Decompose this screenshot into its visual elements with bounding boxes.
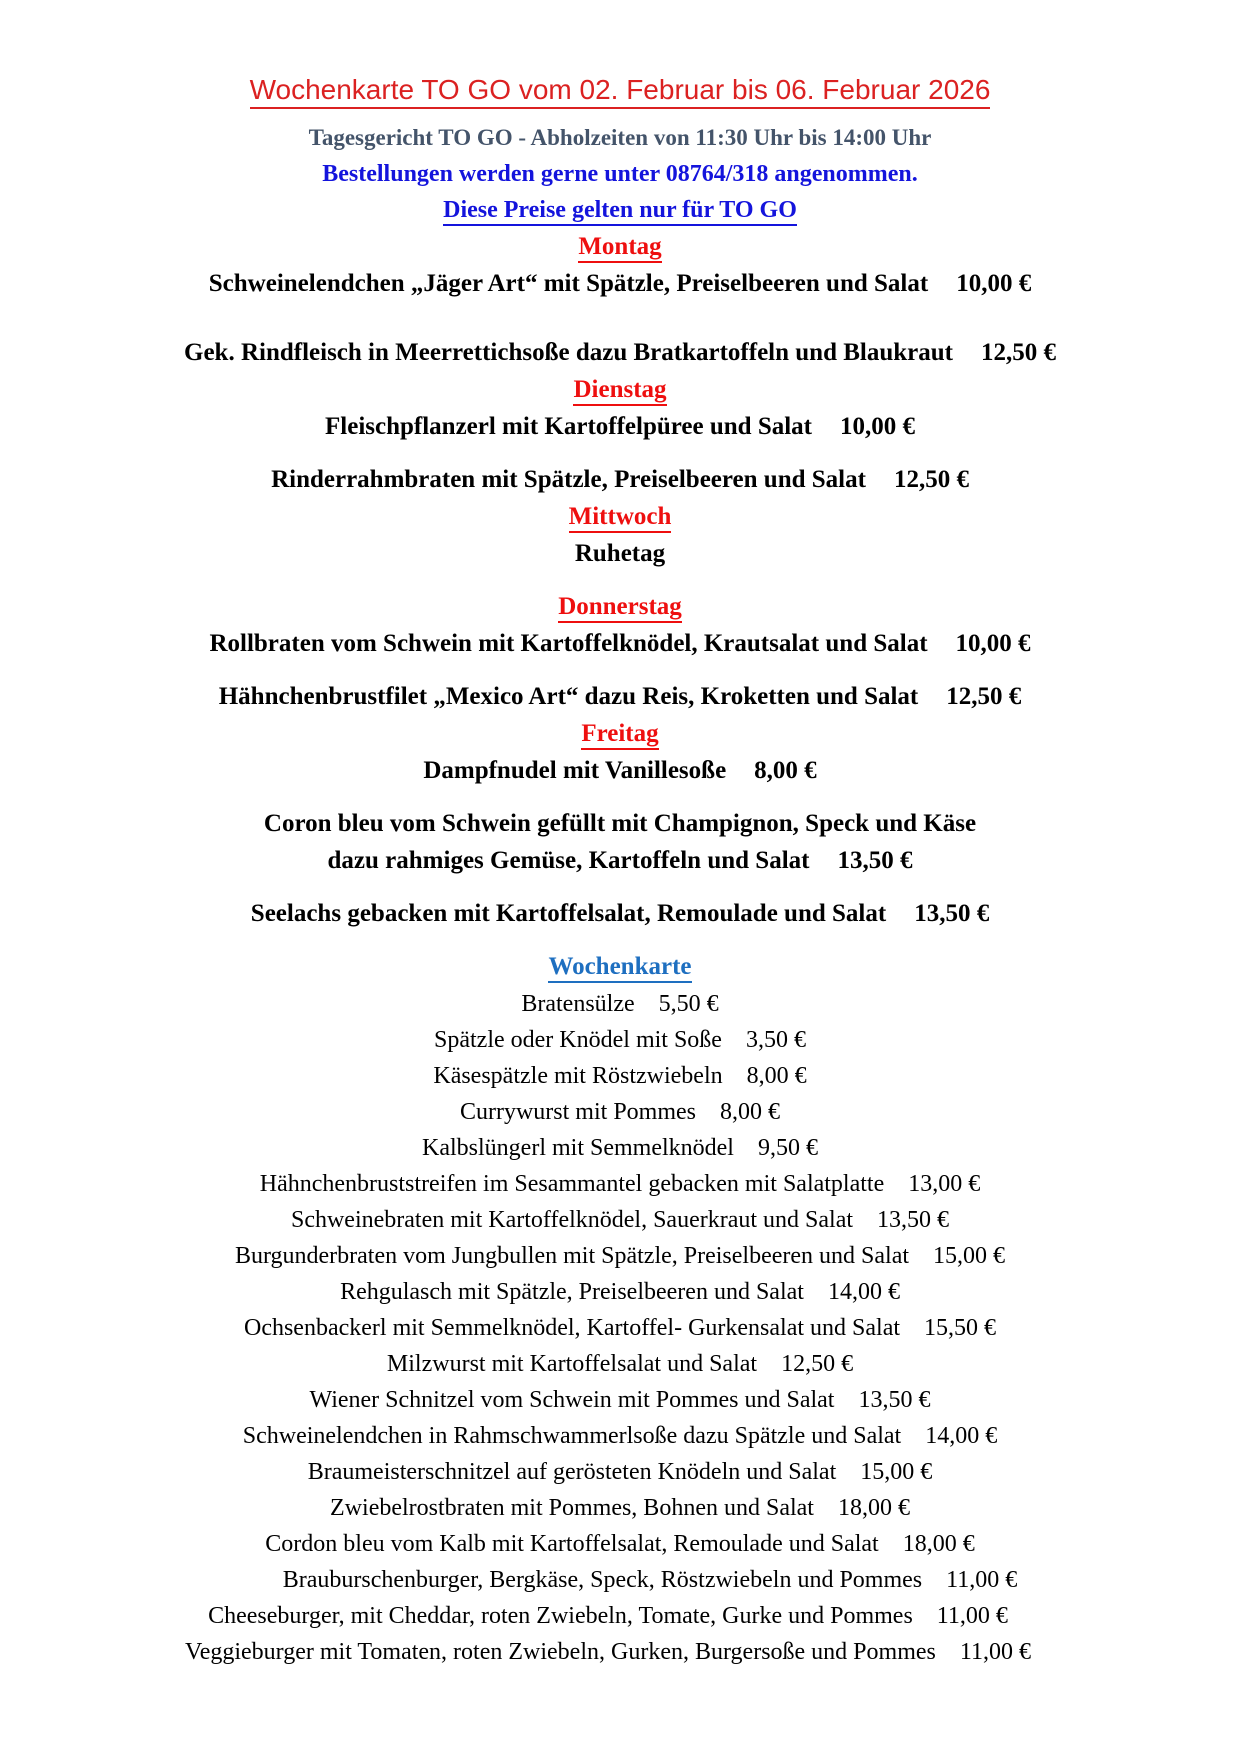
menu-item-text: Coron bleu vom Schwein gefüllt mit Champignon, Speck und Käse [263,810,977,837]
menu-item-price: 11,00 € [959,1639,1031,1665]
weekly-menu-item [40,1022,1200,1058]
menu-item-text: Hähnchenbrustfilet „Mexico Art“ dazu Reis, Kroketten und Salat [218,683,919,710]
menu-item-text: Ochsenbackerl mit Semmelknödel, Kartoffel- Gurkensalat und Salat [243,1315,901,1341]
menu-item-text: Dampfnudel mit Vanillesoße [423,757,727,784]
menu-item-text: Seelachs gebacken mit Kartoffelsalat, Remoulade und Salat [250,900,887,927]
menu-item-price: 15,00 € [933,1243,1006,1269]
weekly-menu-item [40,1094,1200,1130]
menu-item-price: 12,50 € [946,683,1022,710]
daily-specials-list [40,228,1200,932]
menu-item-text: Gek. Rindfleisch in Meerrettichsoße dazu Bratkartoffeln und Blaukraut [184,339,953,366]
menu-item-text: Zwiebelrostbraten mit Pommes, Bohnen und Salat [330,1495,814,1521]
weekly-menu-item [28,1634,1188,1670]
day-heading-text: Montag [578,233,661,263]
weekly-menu-item [40,1166,1200,1202]
menu-item-text: Bratensülze [521,991,635,1017]
weekly-menu-item [40,1130,1200,1166]
menu-item-price: 8,00 € [746,1063,807,1089]
menu-item-price: 8,00 € [754,757,817,784]
daily-menu-item [40,842,1200,879]
weekly-menu-item [70,1562,1230,1598]
menu-item-text: Käsespätzle mit Röstzwiebeln [433,1063,723,1089]
menu-item-price: 9,50 € [757,1135,818,1161]
menu-item-price: 18,00 € [837,1495,910,1521]
day-heading-montag [40,228,1200,265]
spacer [40,789,1200,805]
day-heading-freitag [40,715,1200,752]
weekly-menu-item [40,1526,1200,1562]
menu-item-price: 12,50 € [893,466,969,493]
menu-item-price: 15,50 € [924,1315,997,1341]
pickup-times-line: Tagesgericht TO GO - Abholzeiten von 11:30 Uhr bis 14:00 Uhr [308,125,932,150]
weekly-menu-item [40,1238,1200,1274]
menu-item-price: 13,50 € [837,847,913,874]
weekly-menu-item [40,1346,1200,1382]
menu-item-text: Rehgulasch mit Spätzle, Preiselbeeren und Salat [340,1279,804,1305]
weekly-menu-item [40,1058,1200,1094]
menu-item-price: 15,00 € [860,1459,933,1485]
daily-menu-item [40,461,1200,498]
menu-item-text: Rollbraten vom Schwein mit Kartoffelknödel, Krautsalat und Salat [209,630,928,657]
daily-menu-item [40,678,1200,715]
menu-item-price: 10,00 € [840,413,915,440]
menu-item-text: dazu rahmiges Gemüse, Kartoffeln und Salat [327,847,810,874]
menu-item-price: 14,00 € [827,1279,900,1305]
day-heading-donnerstag [40,588,1200,625]
weekly-menu-item [40,986,1200,1022]
menu-item-text: Cordon bleu vom Kalb mit Kartoffelsalat, Remoulade und Salat [265,1531,879,1557]
menu-item-price: 13,00 € [908,1171,981,1197]
menu-item-text: Wiener Schnitzel vom Schwein mit Pommes und Salat [309,1387,835,1413]
menu-item-price: 10,00 € [955,630,1031,657]
menu-item-text: Hähnchenbruststreifen im Sesammantel gebacken mit Salatplatte [259,1171,885,1197]
menu-item-text: Schweinelendchen „Jäger Art“ mit Spätzle, Preiselbeeren und Salat [208,270,929,297]
weekly-card-list [40,986,1200,1670]
menu-item-price: 11,00 € [946,1567,1018,1593]
weekly-menu-item [40,1490,1200,1526]
daily-menu-item [40,265,1200,302]
day-heading-text: Dienstag [573,376,666,406]
menu-item-text: Veggieburger mit Tomaten, roten Zwiebeln, Gurken, Burgersoße und Pommes [185,1639,936,1665]
day-heading-mittwoch [40,498,1200,535]
order-phone-line: Bestellungen werden gerne unter 08764/318 angenommen. [322,161,918,187]
spacer [40,572,1200,588]
menu-item-price: 12,50 € [781,1351,854,1377]
menu-item-text: Brauburschenburger, Bergkäse, Speck, Röstzwiebeln und Pommes [282,1567,923,1593]
menu-item-price: 10,00 € [956,270,1032,297]
menu-item-text: Spätzle oder Knödel mit Soße [434,1027,722,1053]
weekly-menu-item [40,1310,1200,1346]
day-heading-dienstag [40,371,1200,408]
spacer [40,445,1200,461]
day-heading-text: Donnerstag [558,593,682,623]
menu-item-text: Fleischpflanzerl mit Kartoffelpüree und Salat [325,413,812,440]
weekly-card-heading [40,948,1200,986]
spacer [40,302,1200,334]
day-heading-text: Freitag [581,720,658,750]
togo-price-notice-text: Diese Preise gelten nur für TO GO [443,197,797,226]
daily-menu-item [40,408,1200,445]
weekly-menu-item [28,1598,1188,1634]
menu-item-price: 5,50 € [658,991,719,1017]
spacer [40,662,1200,678]
page-title [40,70,1200,110]
weekly-menu-item [40,1418,1200,1454]
menu-item-text: Rinderrahmbraten mit Spätzle, Preiselbeeren und Salat [271,466,866,493]
daily-menu-item [40,805,1200,842]
weekly-menu-item [40,1274,1200,1310]
menu-item-price: 18,00 € [902,1531,975,1557]
daily-menu-item [40,752,1200,789]
weekly-menu-item [40,1382,1200,1418]
spacer [40,879,1200,895]
menu-item-price: 13,50 € [858,1387,931,1413]
menu-item-price: 11,00 € [936,1603,1008,1629]
menu-item-text: Kalbslüngerl mit Semmelknödel [422,1135,734,1161]
daily-menu-item [40,334,1200,371]
weekly-menu-item [40,1202,1200,1238]
menu-item-text: Currywurst mit Pommes [459,1099,696,1125]
menu-item-price: 3,50 € [745,1027,806,1053]
menu-item-price: 8,00 € [720,1099,780,1125]
menu-item-text: Ruhetag [574,540,666,567]
day-heading-text: Mittwoch [569,503,672,533]
menu-item-text: Schweinebraten mit Kartoffelknödel, Sauerkraut und Salat [290,1207,854,1233]
menu-item-price: 13,50 € [877,1207,950,1233]
daily-menu-item [40,535,1200,572]
togo-price-notice [40,192,1200,228]
menu-item-text: Braumeisterschnitzel auf gerösteten Knödeln und Salat [307,1459,837,1485]
menu-item-price: 14,00 € [925,1423,998,1449]
menu-item-text: Cheeseburger, mit Cheddar, roten Zwiebeln, Tomate, Gurke und Pommes [208,1603,913,1629]
menu-item-price: 12,50 € [980,339,1056,366]
menu-item-text: Schweinelendchen in Rahmschwammerlsoße dazu Spätzle und Salat [242,1423,902,1449]
weekly-card-heading-text: Wochenkarte [548,953,691,983]
weekly-menu-item [40,1454,1200,1490]
page-title-text: Wochenkarte TO GO vom 02. Februar bis 06. Februar 2026 [250,74,991,109]
menu-item-text: Burgunderbraten vom Jungbullen mit Spätzle, Preiselbeeren und Salat [234,1243,910,1269]
daily-menu-item [40,895,1200,932]
menu-item-text: Milzwurst mit Kartoffelsalat und Salat [386,1351,758,1377]
daily-menu-item [40,625,1200,662]
menu-item-price: 13,50 € [914,900,990,927]
